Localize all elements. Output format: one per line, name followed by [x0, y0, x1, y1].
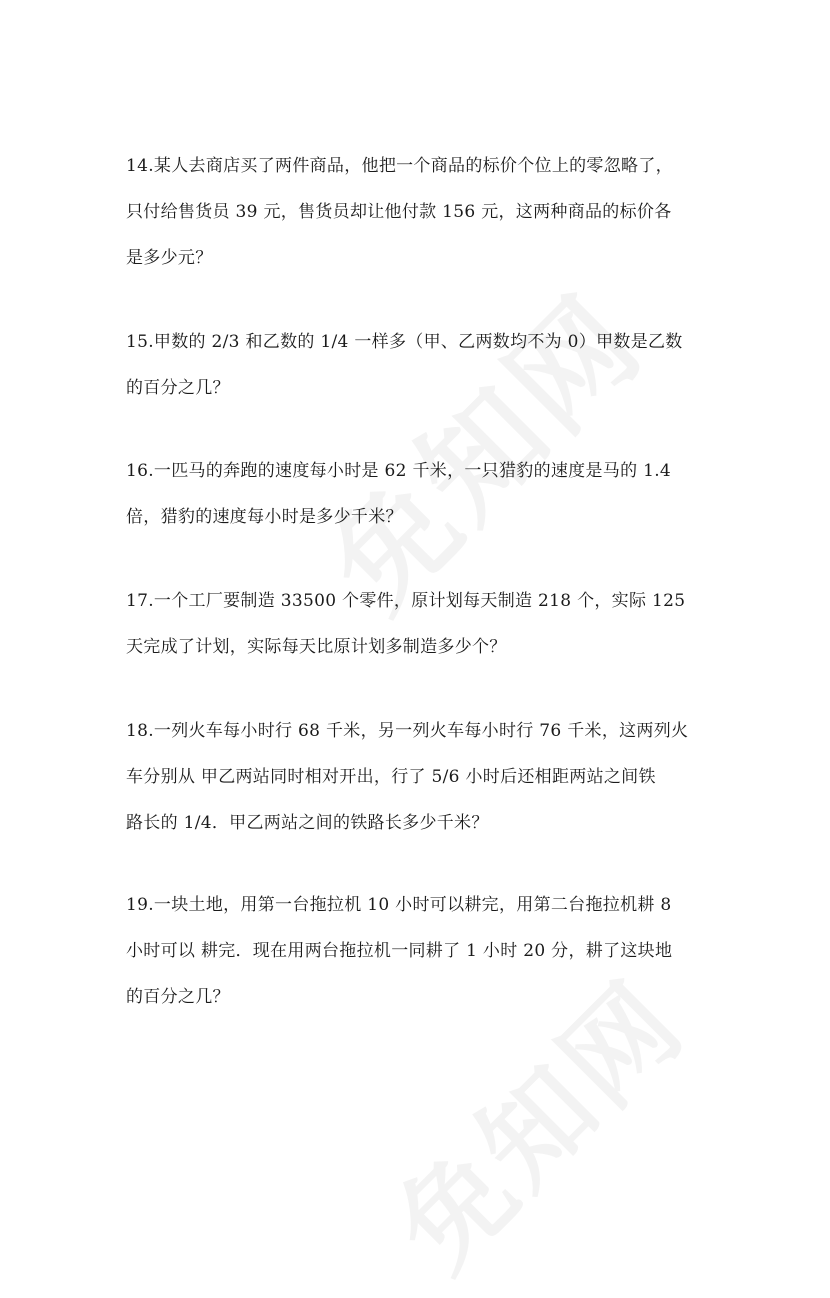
problem-19: [126, 882, 706, 1020]
text-line: 16.一匹马的奔跑的速度每小时是 62 千米，一只猎豹的速度是马的 1.4: [126, 461, 672, 481]
text-line: 19.一块土地，用第一台拖拉机 10 小时可以耕完，用第二台拖拉机耕 8: [126, 895, 672, 915]
text-line: 14.某人去商店买了两件商品，他把一个商品的标价个位上的零忽略了，: [126, 156, 673, 176]
text-line: 15.甲数的 2/3 和乙数的 1/4 一样多（甲、乙两数均不为 0）甲数是乙数: [126, 332, 683, 352]
text-line: 车分别从 甲乙两站同时相对开出，行了 5/6 小时后还相距两站之间铁: [126, 767, 656, 787]
text-line: 只付给售货员 39 元，售货员却让他付款 156 元，这两种商品的标价各: [126, 202, 672, 222]
text-line: 的百分之几？: [126, 378, 230, 398]
problem-15: [126, 319, 706, 411]
text-line: 路长的 1/4．甲乙两站之间的铁路长多少千米？: [126, 813, 489, 833]
text-line: 的百分之几？: [126, 987, 230, 1007]
problem-14: [126, 143, 706, 281]
problem-18: [126, 708, 706, 846]
text-line: 17.一个工厂要制造 33500 个零件，原计划每天制造 218 个，实际 125: [126, 591, 686, 611]
text-line: 小时可以 耕完．现在用两台拖拉机一同耕了 1 小时 20 分，耕了这块地: [126, 941, 673, 961]
text-line: 18.一列火车每小时行 68 千米，另一列火车每小时行 76 千米，这两列火: [126, 721, 689, 741]
text-line: 天完成了计划，实际每天比原计划多制造多少个？: [126, 637, 507, 657]
problem-17: [126, 578, 706, 670]
text-line: 倍，猎豹的速度每小时是多少千米？: [126, 507, 403, 527]
text-line: 是多少元？: [126, 248, 213, 268]
problem-16: [126, 448, 706, 540]
